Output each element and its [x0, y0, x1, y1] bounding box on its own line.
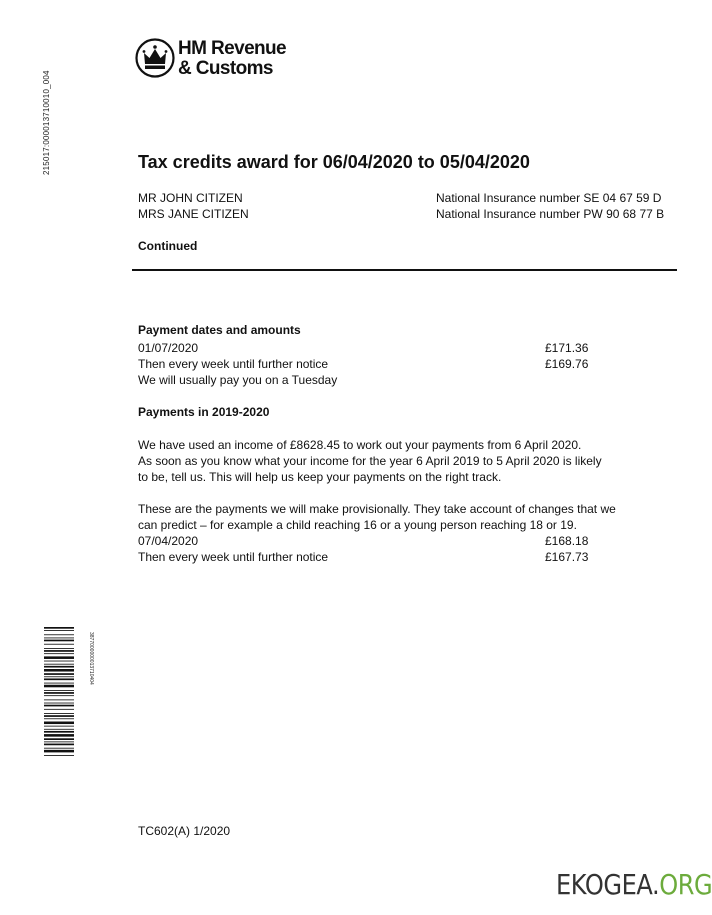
paragraph-line: to be, tell us. This will help us keep your payments on the right track. [138, 470, 502, 484]
payment-dates-heading: Payment dates and amounts [138, 323, 301, 337]
logo-line2: & Customs [178, 58, 273, 79]
side-reference: 215017:000013710010_004 [42, 70, 51, 175]
payment-row-label: 01/07/2020 [138, 341, 199, 355]
paragraph-line: These are the payments we will make provisionally. They take account of changes that we [138, 502, 616, 516]
payment-note: We will usually pay you on a Tuesday [138, 373, 338, 387]
payment-row-label: Then every week until further notice [138, 550, 329, 564]
continued-label: Continued [138, 239, 198, 253]
paragraph-line: can predict – for example a child reaching 16 or a young person reaching 18 or 19. [138, 518, 577, 532]
payment-row-label: 07/04/2020 [138, 534, 199, 548]
barcode-digits: 3877000000013710404 [88, 632, 94, 685]
watermark-org: ORG [659, 868, 712, 901]
payment-row-amount: £169.76 [545, 357, 589, 371]
claimant-name-1: MR JOHN CITIZEN [138, 191, 243, 205]
payment-row-amount: £168.18 [545, 534, 589, 548]
logo-line1: HM Revenue [178, 38, 287, 59]
page-title: Tax credits award for 06/04/2020 to 05/04/2020 [138, 152, 530, 172]
paragraph-line: As soon as you know what your income for the year 6 April 2019 to 5 April 2020 is likely [138, 454, 602, 468]
claimant-name-2: MRS JANE CITIZEN [138, 207, 249, 221]
payment-row-amount: £167.73 [545, 550, 589, 564]
ni-number-1: National Insurance number SE 04 67 59 D [436, 191, 662, 205]
ni-number-2: National Insurance number PW 90 68 77 B [436, 207, 665, 221]
payment-row-label: Then every week until further notice [138, 357, 329, 371]
paragraph-line: We have used an income of £8628.45 to work out your payments from 6 April 2020. [138, 438, 582, 452]
barcode [44, 627, 74, 757]
crown-crest-icon [135, 38, 175, 78]
divider [132, 269, 677, 271]
hmrc-logo [135, 38, 305, 84]
form-code: TC602(A) 1/2020 [138, 824, 231, 838]
payments-2019-heading: Payments in 2019-2020 [138, 405, 270, 419]
payment-row-amount: £171.36 [545, 341, 589, 355]
watermark [556, 868, 712, 902]
watermark-main: EKOGEA. [556, 868, 660, 901]
